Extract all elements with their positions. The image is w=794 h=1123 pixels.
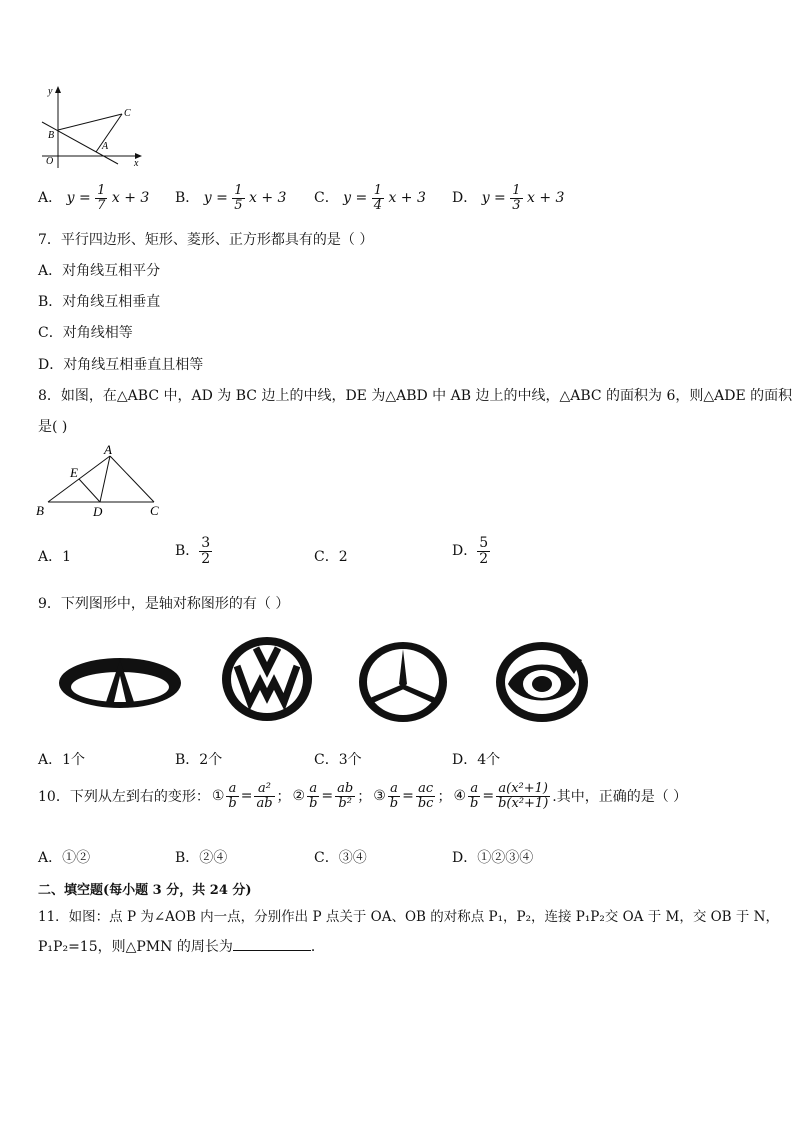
numerator: 1 (512, 183, 521, 198)
numerator: 1 (373, 183, 382, 198)
denominator: 7 (97, 197, 106, 213)
q6-option-d[interactable] (452, 184, 564, 212)
numerator: a (226, 782, 238, 797)
fraction (307, 782, 319, 810)
option-tag: A． (38, 549, 63, 565)
fraction (226, 782, 238, 810)
answer-blank[interactable] (233, 937, 311, 951)
q8-option-a[interactable] (38, 546, 71, 566)
option-tag: B． (175, 190, 200, 207)
denominator: b(x²+1) (498, 795, 549, 811)
formula-suffix: x + 3 (249, 190, 287, 207)
numerator: 1 (234, 183, 243, 198)
q7-option-d[interactable]: D．对角线互相垂直且相等 (38, 357, 204, 373)
fraction (335, 782, 355, 810)
numerator: a (468, 782, 480, 797)
q6-option-c[interactable] (314, 184, 426, 212)
fraction (232, 184, 244, 212)
dongfeng-logo (494, 640, 590, 724)
separator: ； (437, 789, 452, 806)
numerator: 3 (201, 535, 211, 551)
section-2-heading: 二、填空题(每小题 3 分，共 24 分) (38, 883, 252, 898)
mercedes-logo (356, 640, 450, 724)
fig8-E: E (70, 465, 78, 480)
option-tag: A． (38, 190, 63, 207)
q10-option-b[interactable]: B．②④ (175, 850, 228, 866)
q9-option-a[interactable]: A．1个 (38, 752, 86, 768)
q6-option-b[interactable] (175, 184, 286, 212)
volkswagen-logo (220, 636, 314, 722)
q11-stem: 11．如图：点 P 为∠AOB 内一点，分别作出 P 点关于 OA、OB 的对称点 P₁，P₂，连接 P₁P₂交 OA 于 M，交 OB 于 N， (38, 909, 779, 925)
circled-number: ② (292, 788, 306, 805)
q6-option-a[interactable] (38, 184, 149, 212)
q9-option-c[interactable]: C．3个 (314, 752, 362, 768)
formula-prefix: y = (66, 190, 91, 207)
option-value: 2 (338, 549, 348, 565)
denominator: b² (338, 795, 352, 811)
formula-prefix: y = (343, 190, 368, 207)
fraction (510, 184, 522, 212)
q6-coordinate-figure (36, 84, 148, 170)
fraction (372, 184, 384, 212)
option-value: 1 (62, 549, 72, 565)
q9-option-b[interactable]: B．2个 (175, 752, 223, 768)
formula-suffix: x + 3 (111, 190, 150, 207)
numerator: ac (416, 782, 436, 797)
fraction (496, 782, 550, 810)
fraction (388, 782, 400, 810)
q7-option-c[interactable]: C．对角线相等 (38, 325, 133, 341)
option-tag: D． (452, 190, 478, 207)
q8-stem: 8．如图，在△ABC 中，AD 为 BC 边上的中线，DE 为△ABD 中 AB 边上的中线，△ABC 的面积为 6，则△ADE 的面积 (38, 388, 793, 404)
numerator: ab (337, 781, 354, 796)
denominator: 5 (234, 197, 243, 213)
q10-stem: 10．下列从左到右的变形： ① $\frac{a}{b}$ = $\frac{\text{a²}}{ab}$ ； ② $\frac{a}{b}$ = $\frac{ab}{\text{b²}}$ ； ③ $\frac{a}{b}$ = $\frac{ac}{bc}$ ； ④ $\frac{a}{b}$ = $\frac{\text{a(x²+1)}}{\text{b(x²+1)}}$ .其中，正确的是（ ） (38, 781, 688, 811)
fraction (254, 782, 274, 810)
circled-number: ④ (453, 788, 467, 805)
numerator: a(x²+1) (496, 782, 550, 797)
q10-stem-prefix: 10．下列从左到右的变形： (38, 789, 210, 806)
fig6-C: C (124, 108, 131, 119)
fraction (468, 782, 480, 810)
q8-option-b[interactable] (175, 536, 212, 566)
fig8-B: B (36, 503, 44, 518)
fraction (416, 782, 436, 810)
option-tag: C． (314, 549, 339, 565)
fig8-A: A (104, 442, 112, 457)
fraction (477, 536, 490, 566)
infiniti-logo (56, 654, 184, 712)
separator: ； (276, 789, 291, 806)
numerator: a² (254, 782, 274, 797)
numerator: a (388, 782, 400, 797)
numerator: 5 (479, 535, 489, 551)
denominator: 4 (373, 197, 382, 213)
numerator: a (307, 782, 319, 797)
formula-prefix: y = (203, 190, 228, 207)
denominator: b (389, 795, 399, 811)
q9-stem: 9．下列图形中，是轴对称图形的有（ ） (38, 596, 290, 612)
q10-stem-suffix: .其中，正确的是（ ） (552, 789, 688, 806)
formula-suffix: x + 3 (388, 190, 426, 207)
q8-triangle-figure (34, 442, 166, 522)
denominator: 2 (201, 550, 211, 567)
q9-option-d[interactable]: D．4个 (452, 752, 501, 768)
q8-stem-cont: 是( ) (38, 419, 68, 435)
q10-option-c[interactable]: C．③④ (314, 850, 367, 866)
fig6-A: A (102, 141, 109, 152)
formula-prefix: y = (481, 190, 506, 207)
q7-option-b[interactable]: B．对角线互相垂直 (38, 294, 161, 310)
separator: ； (357, 789, 372, 806)
q8-option-c[interactable] (314, 546, 348, 566)
fig6-B: B (48, 130, 55, 141)
q7-stem: 7．平行四边形、矩形、菱形、正方形都具有的是（ ） (38, 232, 374, 248)
fraction (199, 536, 212, 566)
q11-stem-cont (38, 936, 325, 956)
q10-option-a[interactable]: A．①② (38, 850, 91, 866)
denominator: bc (417, 795, 434, 811)
circled-number: ③ (373, 788, 386, 805)
q10-option-d[interactable]: D．①②③④ (452, 850, 534, 866)
fig6-O: O (46, 156, 54, 167)
fig6-x: x (134, 158, 139, 169)
formula-suffix: x + 3 (526, 190, 565, 207)
fig8-D: D (93, 504, 103, 519)
denominator: b (228, 795, 237, 811)
denominator: 2 (479, 550, 489, 567)
denominator: b (309, 795, 318, 811)
option-tag: B． (175, 543, 200, 560)
denominator: b (470, 795, 479, 811)
q11-end: ． (310, 939, 325, 955)
q11-text: P₁P₂=15，则△PMN 的周长为 (38, 939, 233, 955)
denominator: ab (256, 795, 273, 811)
denominator: 3 (512, 197, 521, 213)
option-tag: D． (452, 543, 478, 560)
q8-option-d[interactable] (452, 536, 490, 566)
fig8-C: C (150, 503, 159, 518)
circled-number: ① (211, 788, 225, 805)
fraction (95, 184, 107, 212)
option-tag: C． (314, 190, 339, 207)
q7-option-a[interactable]: A．对角线互相平分 (38, 263, 161, 279)
numerator: 1 (97, 183, 106, 198)
fig6-y: y (48, 86, 53, 97)
